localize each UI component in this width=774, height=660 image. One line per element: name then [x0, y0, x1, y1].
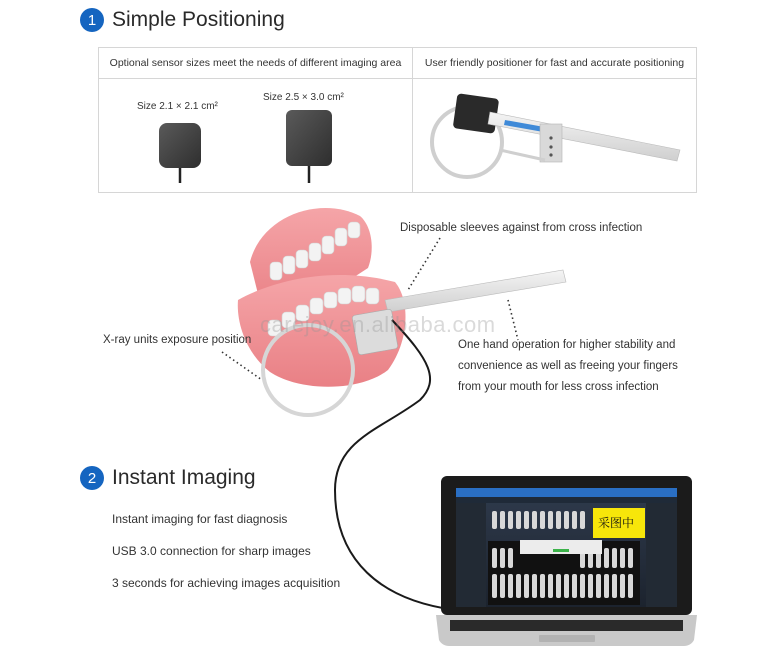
sensor-large-image	[286, 110, 332, 183]
callout-xray-position: X-ray units exposure position	[103, 334, 252, 346]
section-2-header	[80, 466, 256, 490]
section-1-number: 1	[80, 8, 104, 32]
callout-one-hand-line-2: convenience as well as freeing your fingers	[458, 360, 678, 372]
feature-item-acquisition: 3 seconds for achieving images acquisition	[112, 576, 341, 590]
section-2-number: 2	[80, 466, 104, 490]
section-2-title: Instant Imaging	[112, 466, 256, 489]
watermark: carejoy.en.alibaba.com	[260, 312, 496, 337]
sensor-large-size-label: Size 2.5 × 3.0 cm²	[263, 92, 344, 103]
sensor-small-image	[159, 123, 201, 183]
callout-one-hand-line-1: One hand operation for higher stability and	[458, 339, 676, 351]
callout-sleeves: Disposable sleeves against from cross infection	[400, 222, 643, 234]
callout-one-hand-line-3: from your mouth for less cross infection	[458, 381, 659, 393]
laptop-status-text: 采图中	[598, 516, 635, 530]
laptop-image	[436, 476, 697, 646]
positioner-image	[432, 93, 680, 177]
table-header-left: Optional sensor sizes meet the needs of different imaging area	[99, 48, 412, 79]
table-header-right: User friendly positioner for fast and accurate positioning	[413, 48, 696, 79]
section-1-title: Simple Positioning	[112, 8, 285, 31]
feature-item-instant: Instant imaging for fast diagnosis	[112, 512, 288, 526]
feature-item-usb: USB 3.0 connection for sharp images	[112, 544, 311, 558]
sensor-small-size-label: Size 2.1 × 2.1 cm²	[137, 101, 218, 112]
